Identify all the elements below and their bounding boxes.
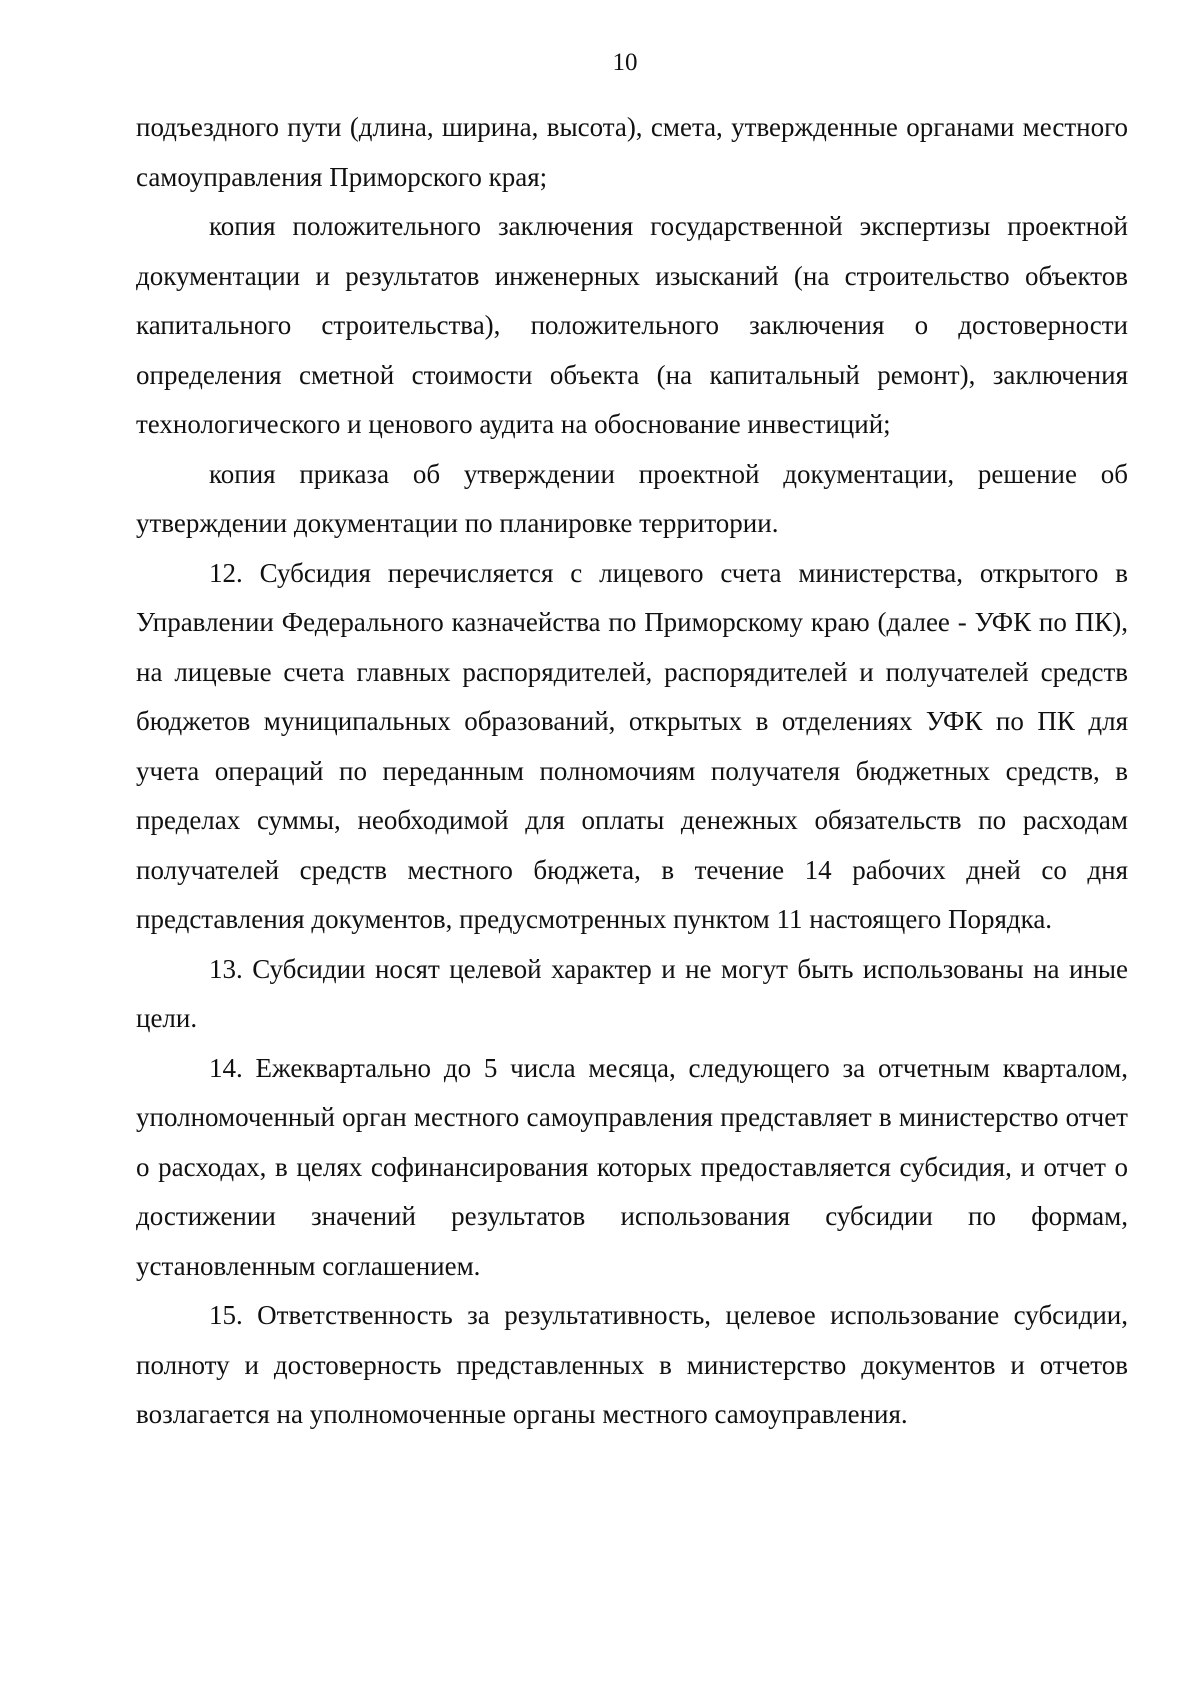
paragraph-expertise-copy: копия положительного заключения государственной экспертизы проектной документации и результатов инженерных изысканий (на строительство объектов капитального строительства), положительного заключения о достоверности определения сметной стоимости объекта (на капитальный ремонт), заключения технологического и ценового аудита на обоснование инвестиций; [136, 211, 1128, 439]
paragraph-item-13: 13. Субсидии носят целевой характер и не могут быть использованы на иные цели. [136, 953, 1128, 1033]
paragraph-item-15: 15. Ответственность за результативность, целевое использование субсидии, полноту и достоверность представленных в министерство документов и отчетов возлагается на уполномоченные органы местного самоуправления. [136, 1300, 1128, 1429]
paragraph-order-copy: копия приказа об утверждении проектной документации, решение об утверждении документации по планировке территории. [136, 458, 1128, 538]
page-number: 10 [612, 49, 638, 76]
document-body [136, 103, 1128, 1440]
paragraph-item-14: 14. Ежеквартально до 5 числа месяца, следующего за отчетным кварталом, уполномоченный орган местного самоуправления представляет в министерство отчет о расходах, в целях софинансирования которых предоставляется субсидия, и отчет о достижении значений результатов использования субсидии по формам, установленным соглашением. [136, 1052, 1128, 1281]
paragraph-item-12: 12. Субсидия перечисляется с лицевого счета министерства, открытого в Управлении Федерального казначейства по Приморскому краю (далее - УФК по ПК), на лицевые счета главных распорядителей, распорядителей и получателей средств бюджетов муниципальных образований, открытых в отделениях УФК по ПК для учета операций по переданным полномочиям получателя бюджетных средств, в пределах суммы, необходимой для оплаты денежных обязательств по расходам получателей средств местного бюджета, в течение 14 рабочих дней со дня представления документов, предусмотренных пунктом 11 настоящего Порядка. [136, 557, 1128, 934]
paragraph-continuation: подъездного пути (длина, ширина, высота), смета, утвержденные органами местного самоуправления Приморского края; [136, 112, 1128, 192]
